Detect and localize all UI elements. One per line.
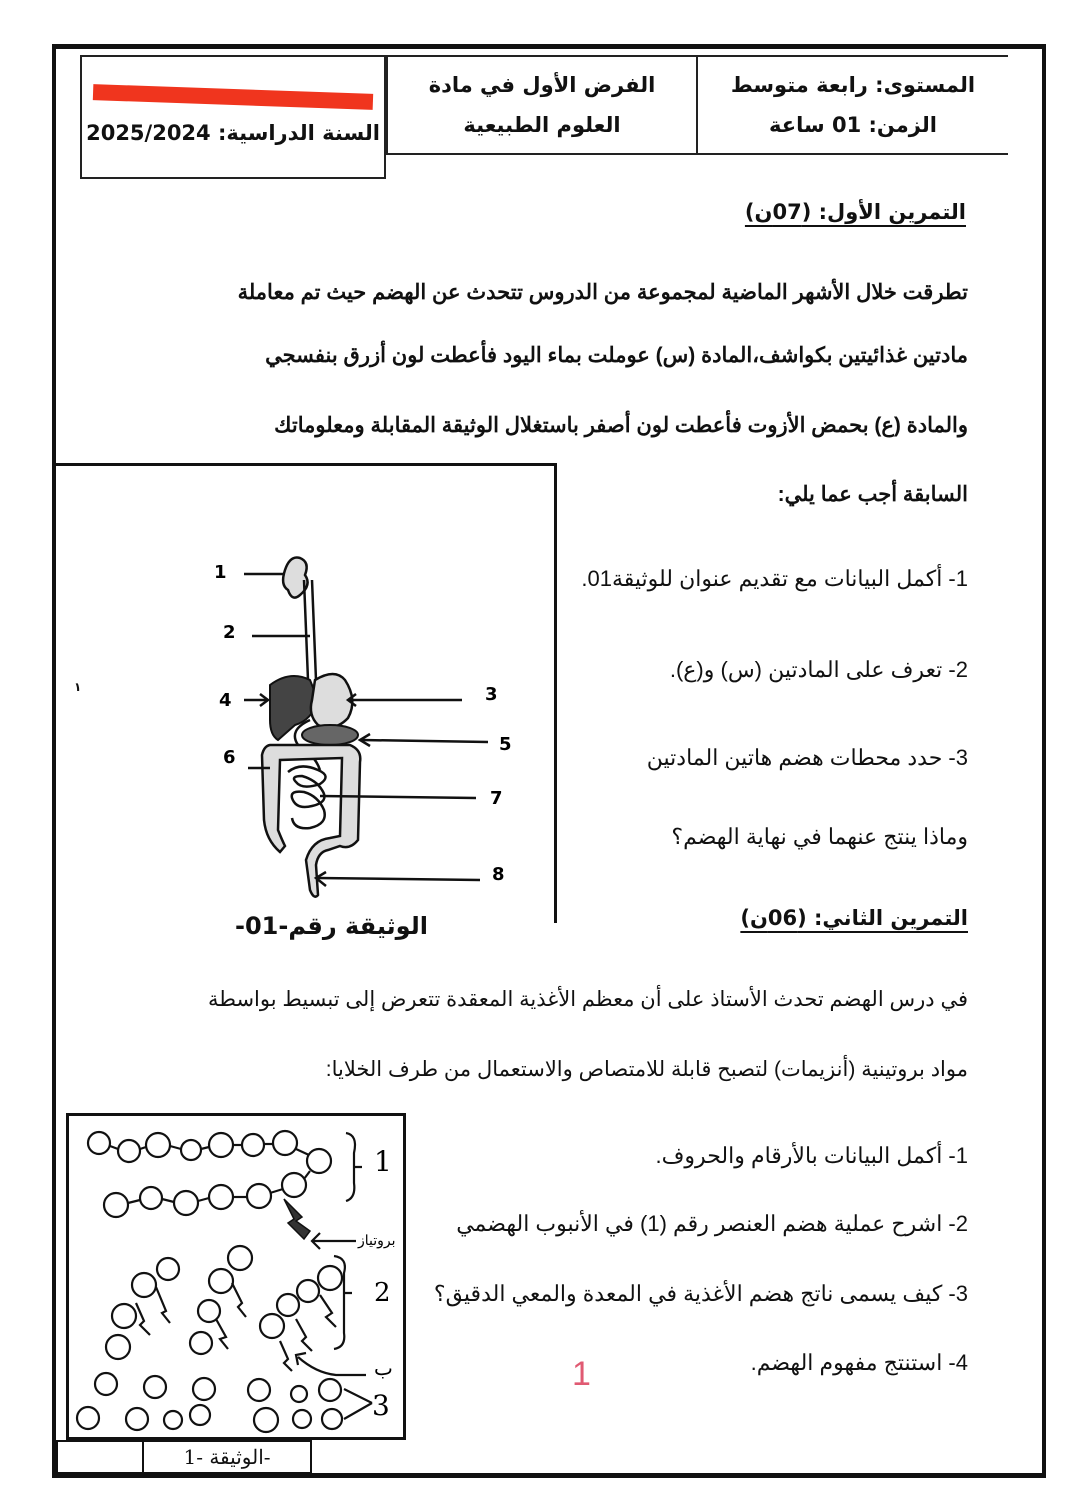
label-line-4	[244, 694, 268, 706]
fragments	[106, 1246, 342, 1371]
label-line-5	[360, 734, 488, 746]
exercise1-paragraph-line: تطرقت خلال الأشهر الماضية لمجموعة من الدروس تتحدث عن الهضم حيث تم معاملة	[237, 281, 968, 304]
doc2-label-b: ب	[374, 1356, 393, 1380]
brace-1	[346, 1133, 362, 1201]
doc2-label-2: 2	[374, 1278, 391, 1308]
exam-title-line1: الفرض الأول في مادة	[428, 73, 656, 97]
enzyme-arrow	[312, 1233, 356, 1249]
document2-caption-empty-cell	[56, 1440, 144, 1474]
exercise2-question-4: 4- استنتج مفهوم الهضم.	[750, 1350, 968, 1375]
stomach-shape	[311, 674, 352, 727]
doc2-label-1: 1	[374, 1145, 392, 1178]
document2-caption-row	[56, 1440, 316, 1474]
enzyme-shape	[284, 1199, 310, 1239]
exercise1-question-3b: وماذا ينتج عنهما في نهاية الهضم؟	[671, 824, 968, 849]
school-year	[86, 121, 380, 145]
exercise1-question-2: 2- تعرف على المادتين (س) و(ع).	[669, 657, 968, 682]
exercise1-paragraph-line: مادتين غذائيتين بكواشف،المادة (س) عوملت بماء اليود فأعطت لون أزرق بنفسجي	[265, 344, 968, 367]
doc2-label-3: 3	[372, 1389, 390, 1422]
diagram-label-8: 8	[492, 864, 505, 885]
time-label: الزمن: 01 ساعة	[769, 113, 937, 137]
arrows-3	[344, 1389, 372, 1419]
exercise1-question-3: 3- حدد محطات هضم هاتين المادتين	[646, 745, 968, 770]
exercise1-question-1: 1- أكمل البيانات مع تقديم عنوان للوثيقة01.	[581, 566, 968, 591]
exam-title-line2: العلوم الطبيعية	[463, 113, 621, 137]
document2-caption: -الوثيقة -1	[144, 1440, 312, 1474]
arrow-b	[296, 1353, 366, 1375]
monomers	[77, 1373, 342, 1432]
diagram-label-3: 3	[485, 684, 498, 705]
small-intestine-shape	[288, 766, 326, 828]
exercise2-heading: التمرين الثاني: (06ن)	[740, 906, 968, 930]
diagram-label-6: 6	[223, 747, 236, 768]
header-title-cell	[386, 55, 696, 155]
doc2-label-protease: بروتياز	[358, 1233, 396, 1249]
header-table	[80, 55, 1008, 179]
diagram-label-5: 5	[499, 734, 512, 755]
brace-2	[334, 1256, 352, 1349]
exercise2-question-1: 1- أكمل البيانات بالأرقام والحروف.	[655, 1143, 968, 1168]
header-level-cell	[696, 55, 1008, 155]
polymer-chain	[88, 1131, 331, 1217]
page-number: 1	[572, 1355, 591, 1393]
exercise1-heading: التمرين الأول: (07ن)	[744, 200, 966, 224]
exercise1-paragraph-line: والمادة (ع) بحمض الأزوت فأعطت لون أصفر باستغلال الوثيقة المقابلة ومعلوماتك	[274, 414, 968, 437]
diagram-label-4: 4	[219, 690, 232, 711]
exercise2-question-3: 3- كيف يسمى ناتج هضم الأغذية في المعدة والمعي الدقيق؟	[433, 1281, 968, 1306]
document1-caption: الوثيقة رقم-01-	[235, 912, 428, 940]
header-school-cell	[80, 55, 386, 179]
exercise1-paragraph-line: السابقة أجب عما يلي:	[777, 483, 968, 506]
school-year-value: 2025/2024	[86, 121, 211, 145]
level-label: المستوى: رابعة متوسط	[730, 73, 976, 97]
exercise2-paragraph-line: مواد بروتينية (أنزيمات) لتصبح قابلة للامتصاص والاستعمال من طرف الخلايا:	[325, 1058, 968, 1081]
digestive-system-diagram	[200, 540, 530, 900]
exercise2-question-2: 2- اشرح عملية هضم العنصر رقم (1) في الأنبوب الهضمي	[456, 1211, 968, 1236]
school-year-label: السنة الدراسية:	[217, 121, 380, 145]
diagram-label-1: 1	[214, 562, 227, 583]
label-line-3	[348, 694, 462, 706]
pancreas-shape	[302, 725, 358, 745]
diagram-label-2: 2	[223, 622, 236, 643]
enzyme-digestion-diagram	[66, 1113, 406, 1440]
exercise2-paragraph-line: في درس الهضم تحدث الأستاذ على أن معظم الأغذية المعقدة تتعرض إلى تبسيط بواسطة	[207, 988, 968, 1011]
redacted-school-name	[93, 84, 373, 110]
label-line-8	[316, 872, 480, 886]
diagram-label-7: 7	[490, 788, 503, 809]
margin-mark: ١	[74, 680, 82, 694]
